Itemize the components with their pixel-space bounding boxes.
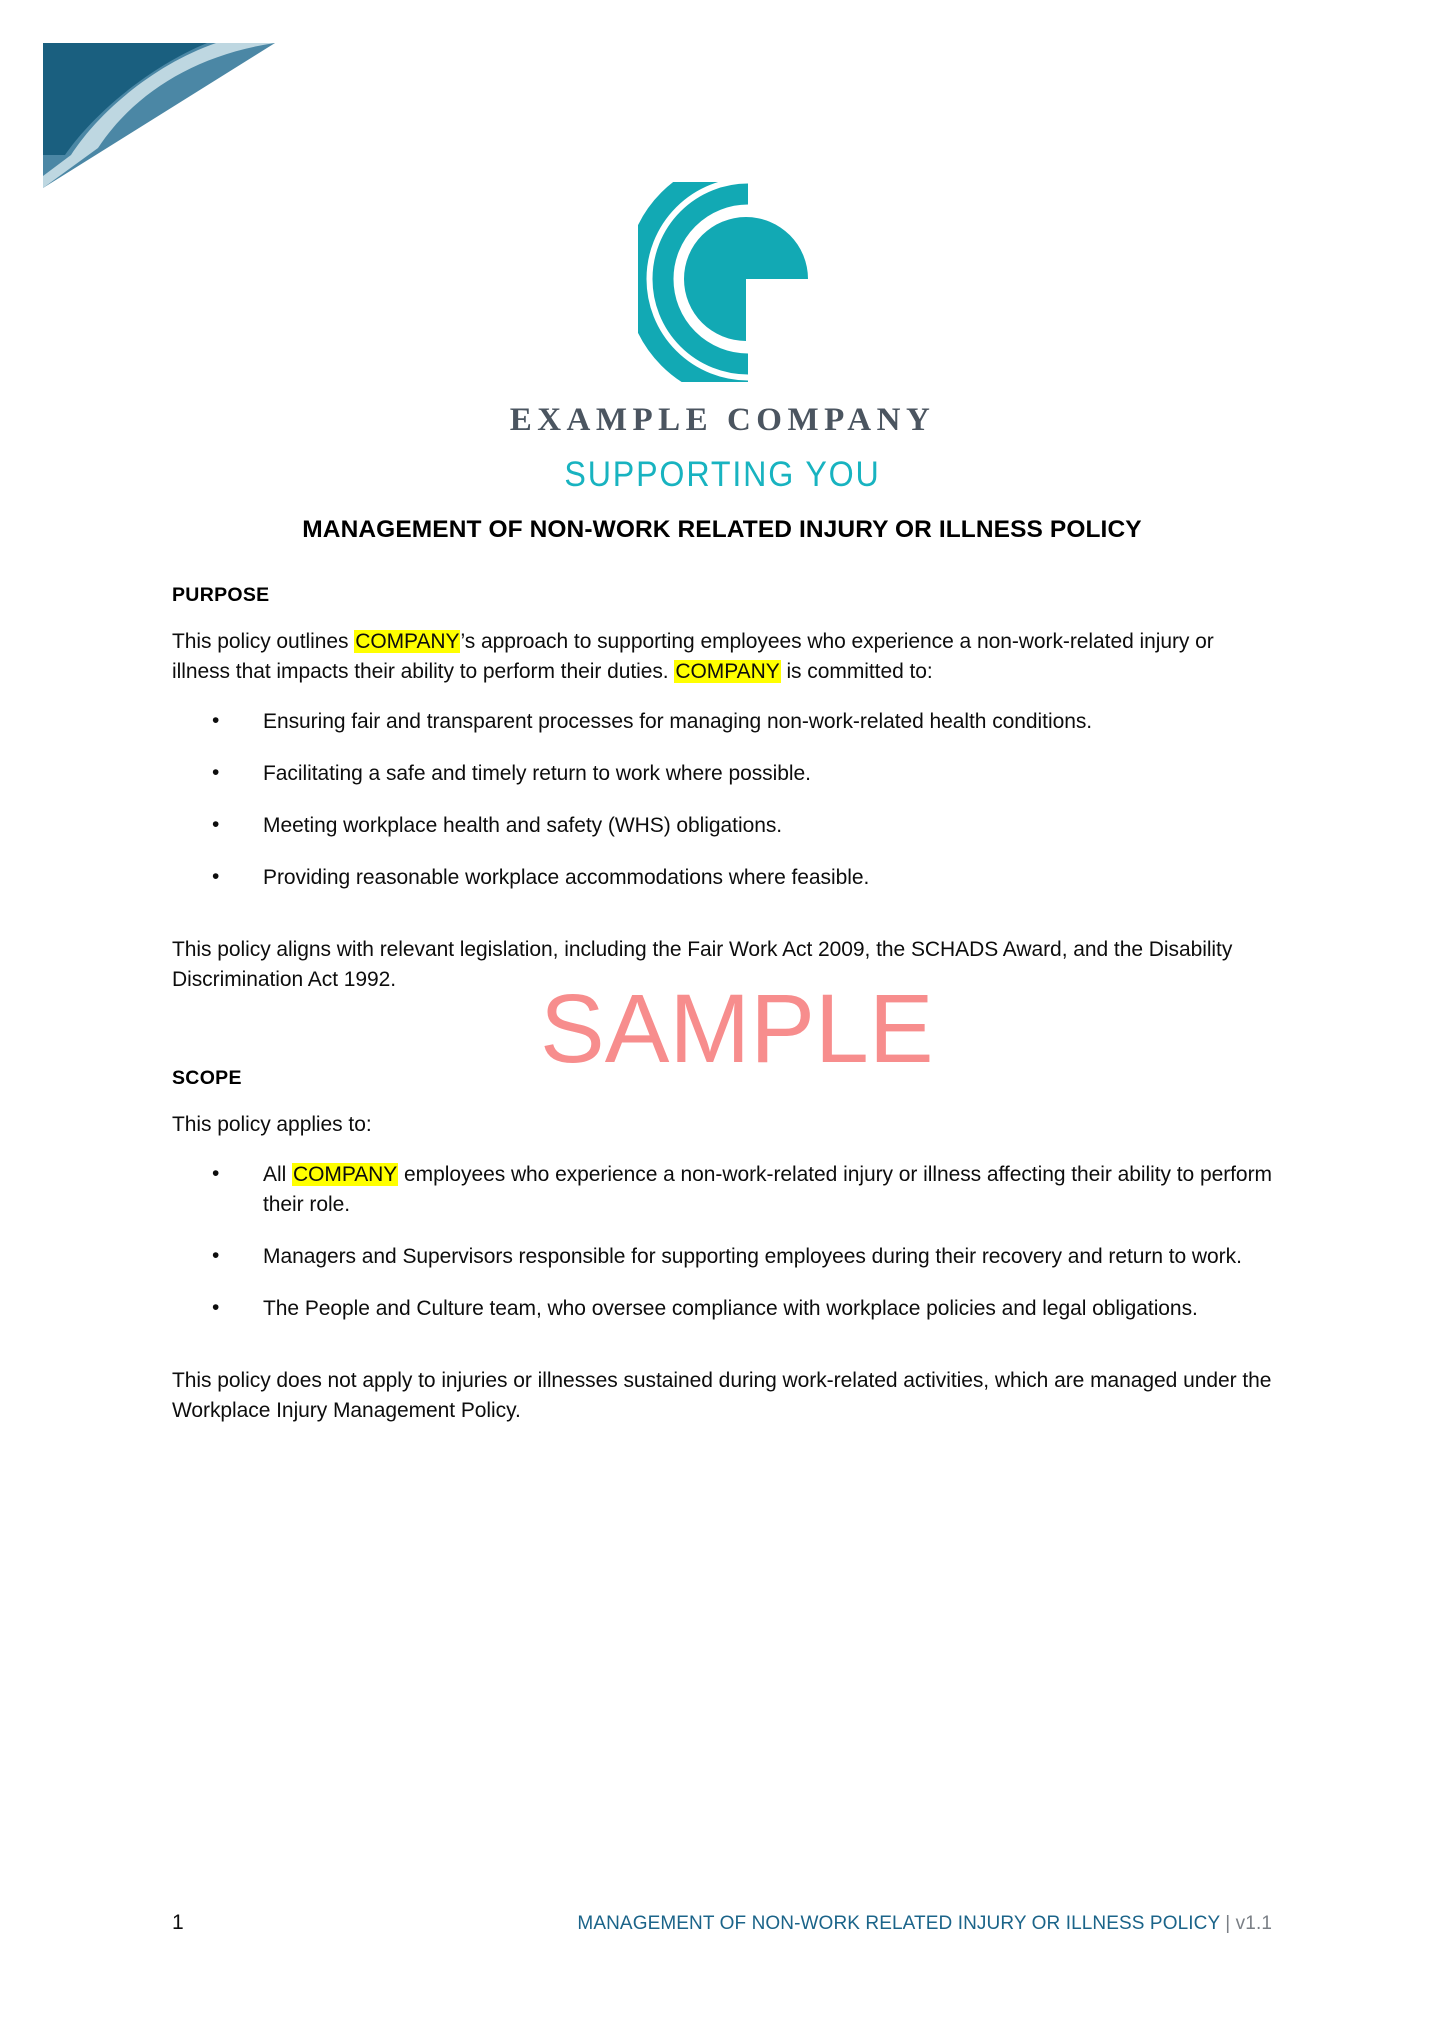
purpose-intro-part3: is committed to: [780,659,933,683]
list-item-text: The People and Culture team, who oversee compliance with workplace policies and legal obligations. [263,1296,1198,1320]
scope-bullet-list [172,1160,1272,1324]
company-placeholder-highlight: COMPANY [675,659,780,683]
list-item-text: Providing reasonable workplace accommodations where feasible. [263,865,870,889]
bullet-icon: • [212,864,220,888]
footer-document-title [577,1913,1272,1935]
section-heading-scope: SCOPE [172,1066,242,1089]
brand-tagline: SUPPORTING YOU [564,455,881,494]
bullet-icon: • [212,1243,220,1267]
sample-watermark: SAMPLE [540,974,934,1083]
page-title: MANAGEMENT OF NON-WORK RELATED INJURY OR ILLNESS POLICY [302,516,1142,543]
scope-bullet1-part1: All [263,1162,292,1186]
section-heading-purpose: PURPOSE [172,583,270,606]
list-item [172,707,1272,737]
scope-closing-paragraph: This policy does not apply to injuries or illnesses sustained during work-related activities, which are managed under the Workplace Injury Management Policy. [172,1368,1272,1422]
bullet-icon: • [212,1161,220,1185]
company-placeholder-highlight: COMPANY [355,629,460,653]
list-item-text: Meeting workplace health and safety (WHS) obligations. [263,813,783,837]
purpose-intro-paragraph [172,627,1272,687]
footer-title-text: MANAGEMENT OF NON-WORK RELATED INJURY OR ILLNESS POLICY [577,1913,1220,1934]
bullet-icon: • [212,1295,220,1319]
list-item [172,1242,1272,1272]
scope-bullet1-part2: employees who experience a non-work-related injury or illness affecting their ability to perform their role. [263,1162,1272,1216]
purpose-closing-paragraph: This policy aligns with relevant legislation, including the Fair Work Act 2009, the SCHADS Award, and the Disability Discrimination Act 1992. [172,937,1233,991]
list-item-text: Managers and Supervisors responsible for supporting employees during their recovery and return to work. [263,1244,1242,1268]
company-placeholder-highlight: COMPANY [292,1162,398,1186]
corner-decoration-graphic [43,43,275,188]
purpose-intro-part2: ’s approach to supporting employees who experience a non-work-related injury or illness that impacts their ability to perform their duties. [172,629,1214,683]
purpose-intro-part1: This policy outlines [172,629,355,653]
company-logo [0,182,1445,387]
list-item [172,759,1272,789]
footer-version-label: | v1.1 [1219,1913,1272,1934]
list-item-text: Ensuring fair and transparent processes for managing non-work-related health conditions. [263,709,1093,733]
document-content [172,515,1272,1446]
bullet-icon: • [212,812,220,836]
list-item [172,811,1272,841]
purpose-bullet-list [172,707,1272,893]
bullet-icon: • [212,708,220,732]
list-item [172,1160,1272,1220]
list-item [172,1294,1272,1324]
list-item [172,863,1272,893]
brand-name: EXAMPLE COMPANY [509,402,936,438]
footer-page-number: 1 [172,1911,184,1934]
page-footer [172,1911,1272,1935]
bullet-icon: • [212,760,220,784]
concentric-arc-logo-icon [638,182,808,382]
scope-intro-paragraph: This policy applies to: [172,1112,372,1136]
list-item-text: Facilitating a safe and timely return to work where possible. [263,761,811,785]
